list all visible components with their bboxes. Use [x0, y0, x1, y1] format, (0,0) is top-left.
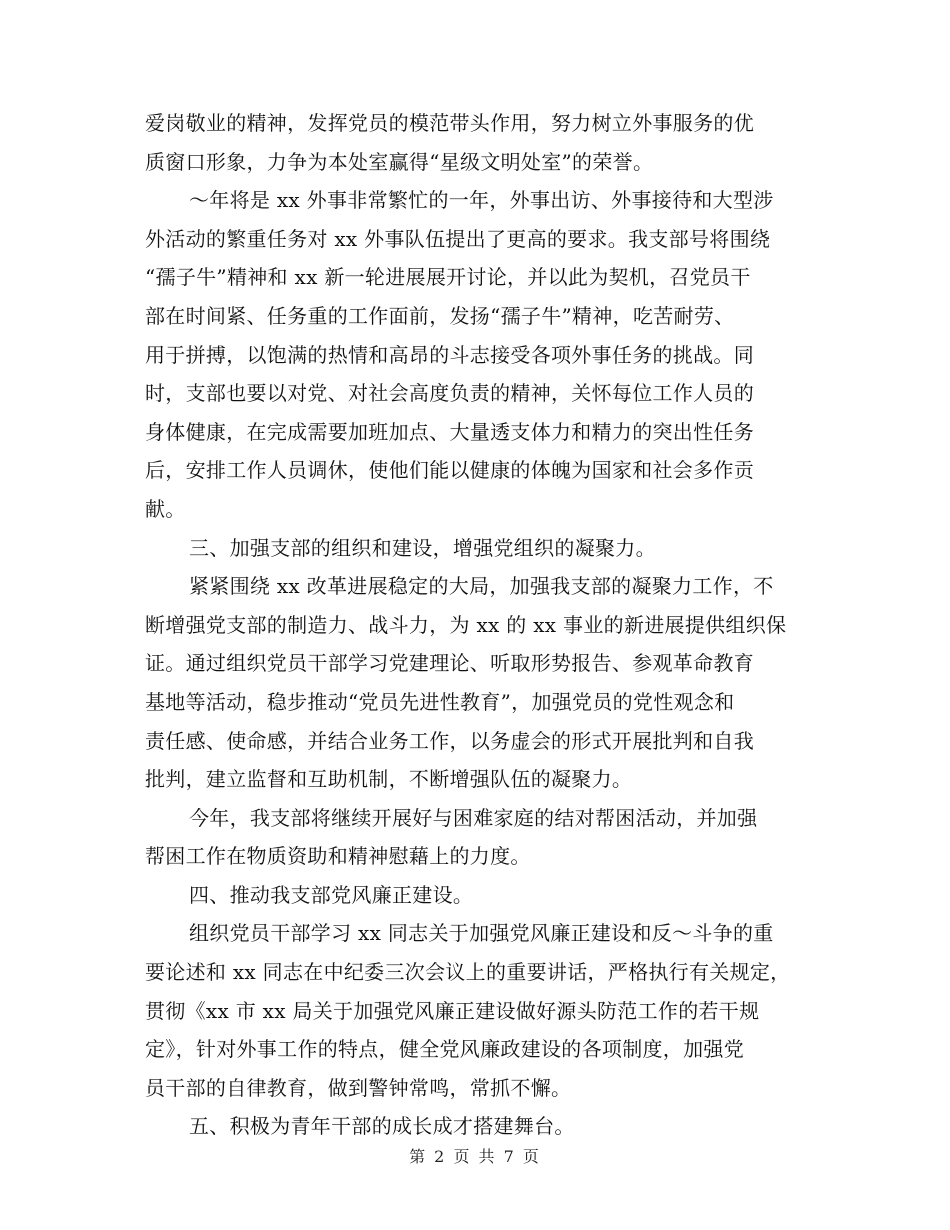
- text-line: 证。通过组织党员干部学习党建理论、听取形势报告、参观革命教育: [145, 651, 754, 676]
- text-line: 帮困工作在物质资助和精神慰藉上的力度。: [145, 844, 531, 869]
- text-line: 批判，建立监督和互助机制，不断增强队伍的凝聚力。: [145, 767, 633, 792]
- text-line: 基地等活动，稳步推动“党员先进性教育”，加强党员的党性观念和: [145, 689, 735, 714]
- text-line: 断增强党支部的制造力、战斗力，为 xx 的 xx 事业的新进展提供组织保: [145, 612, 787, 637]
- text-line: 爱岗敬业的精神，发挥党员的模范带头作用，努力树立外事服务的优: [145, 111, 754, 135]
- text-line: 时，支部也要以对党、对社会高度负责的精神，关怀每位工作人员的: [145, 381, 754, 406]
- text-line: 定》，针对外事工作的特点，健全党风廉政建设的各项制度，加强党: [145, 1037, 744, 1062]
- text-line: 质窗口形象，力争为本处室赢得“星级文明处室”的荣誉。: [145, 149, 654, 174]
- text-line: 责任感、使命感，并结合业务工作，以务虚会的形式开展批判和自我: [145, 728, 754, 753]
- text-line: 身体健康，在完成需要加班加点、大量透支体力和精力的突出性任务: [145, 419, 754, 444]
- text-line: 部在时间紧、任务重的工作面前，发扬“孺子牛”精神，吃苦耐劳、: [145, 303, 735, 328]
- text-line: 贯彻《xx 市 xx 局关于加强党风廉正建设做好源头防范工作的若干规: [145, 998, 760, 1023]
- text-line: ～年将是 xx 外事非常繁忙的一年，外事出访、外事接待和大型涉: [189, 188, 774, 213]
- page-footer: 第 2 页 共 7 页: [409, 1147, 541, 1166]
- text-line: 外活动的繁重任务对 xx 外事队伍提出了更高的要求。我支部号将围绕: [145, 226, 771, 251]
- text-line: 三、加强支部的组织和建设，增强党组织的凝聚力。: [189, 535, 656, 560]
- text-line: 用于拼搏，以饱满的热情和高昂的斗志接受各项外事任务的挑战。同: [145, 342, 754, 367]
- text-line: 紧紧围绕 xx 改革进展稳定的大局，加强我支部的凝聚力工作，不: [189, 574, 774, 599]
- text-line: 五、积极为青年干部的成长成才搭建舞台。: [189, 1114, 575, 1139]
- text-line: “孺子牛”精神和 xx 新一轮进展展开讨论，并以此为契机，召党员干: [145, 265, 751, 290]
- text-line: 员干部的自律教育，做到警钟常鸣，常抓不懈。: [145, 1075, 572, 1100]
- text-line: 要论述和 xx 同志在中纪委三次会议上的重要讲话，严格执行有关规定，: [145, 960, 791, 985]
- document-body: [145, 104, 815, 1146]
- text-line: 今年，我支部将继续开展好与困难家庭的结对帮困活动，并加强: [189, 805, 758, 830]
- text-line: 后，安排工作人员调休，使他们能以健康的体魄为国家和社会多作贡: [145, 458, 754, 483]
- text-line: 组织党员干部学习 xx 同志关于加强党风廉正建设和反～斗争的重: [189, 921, 774, 946]
- text-line: 四、推动我支部党风廉正建设。: [189, 882, 474, 907]
- text-line: 献。: [145, 496, 186, 521]
